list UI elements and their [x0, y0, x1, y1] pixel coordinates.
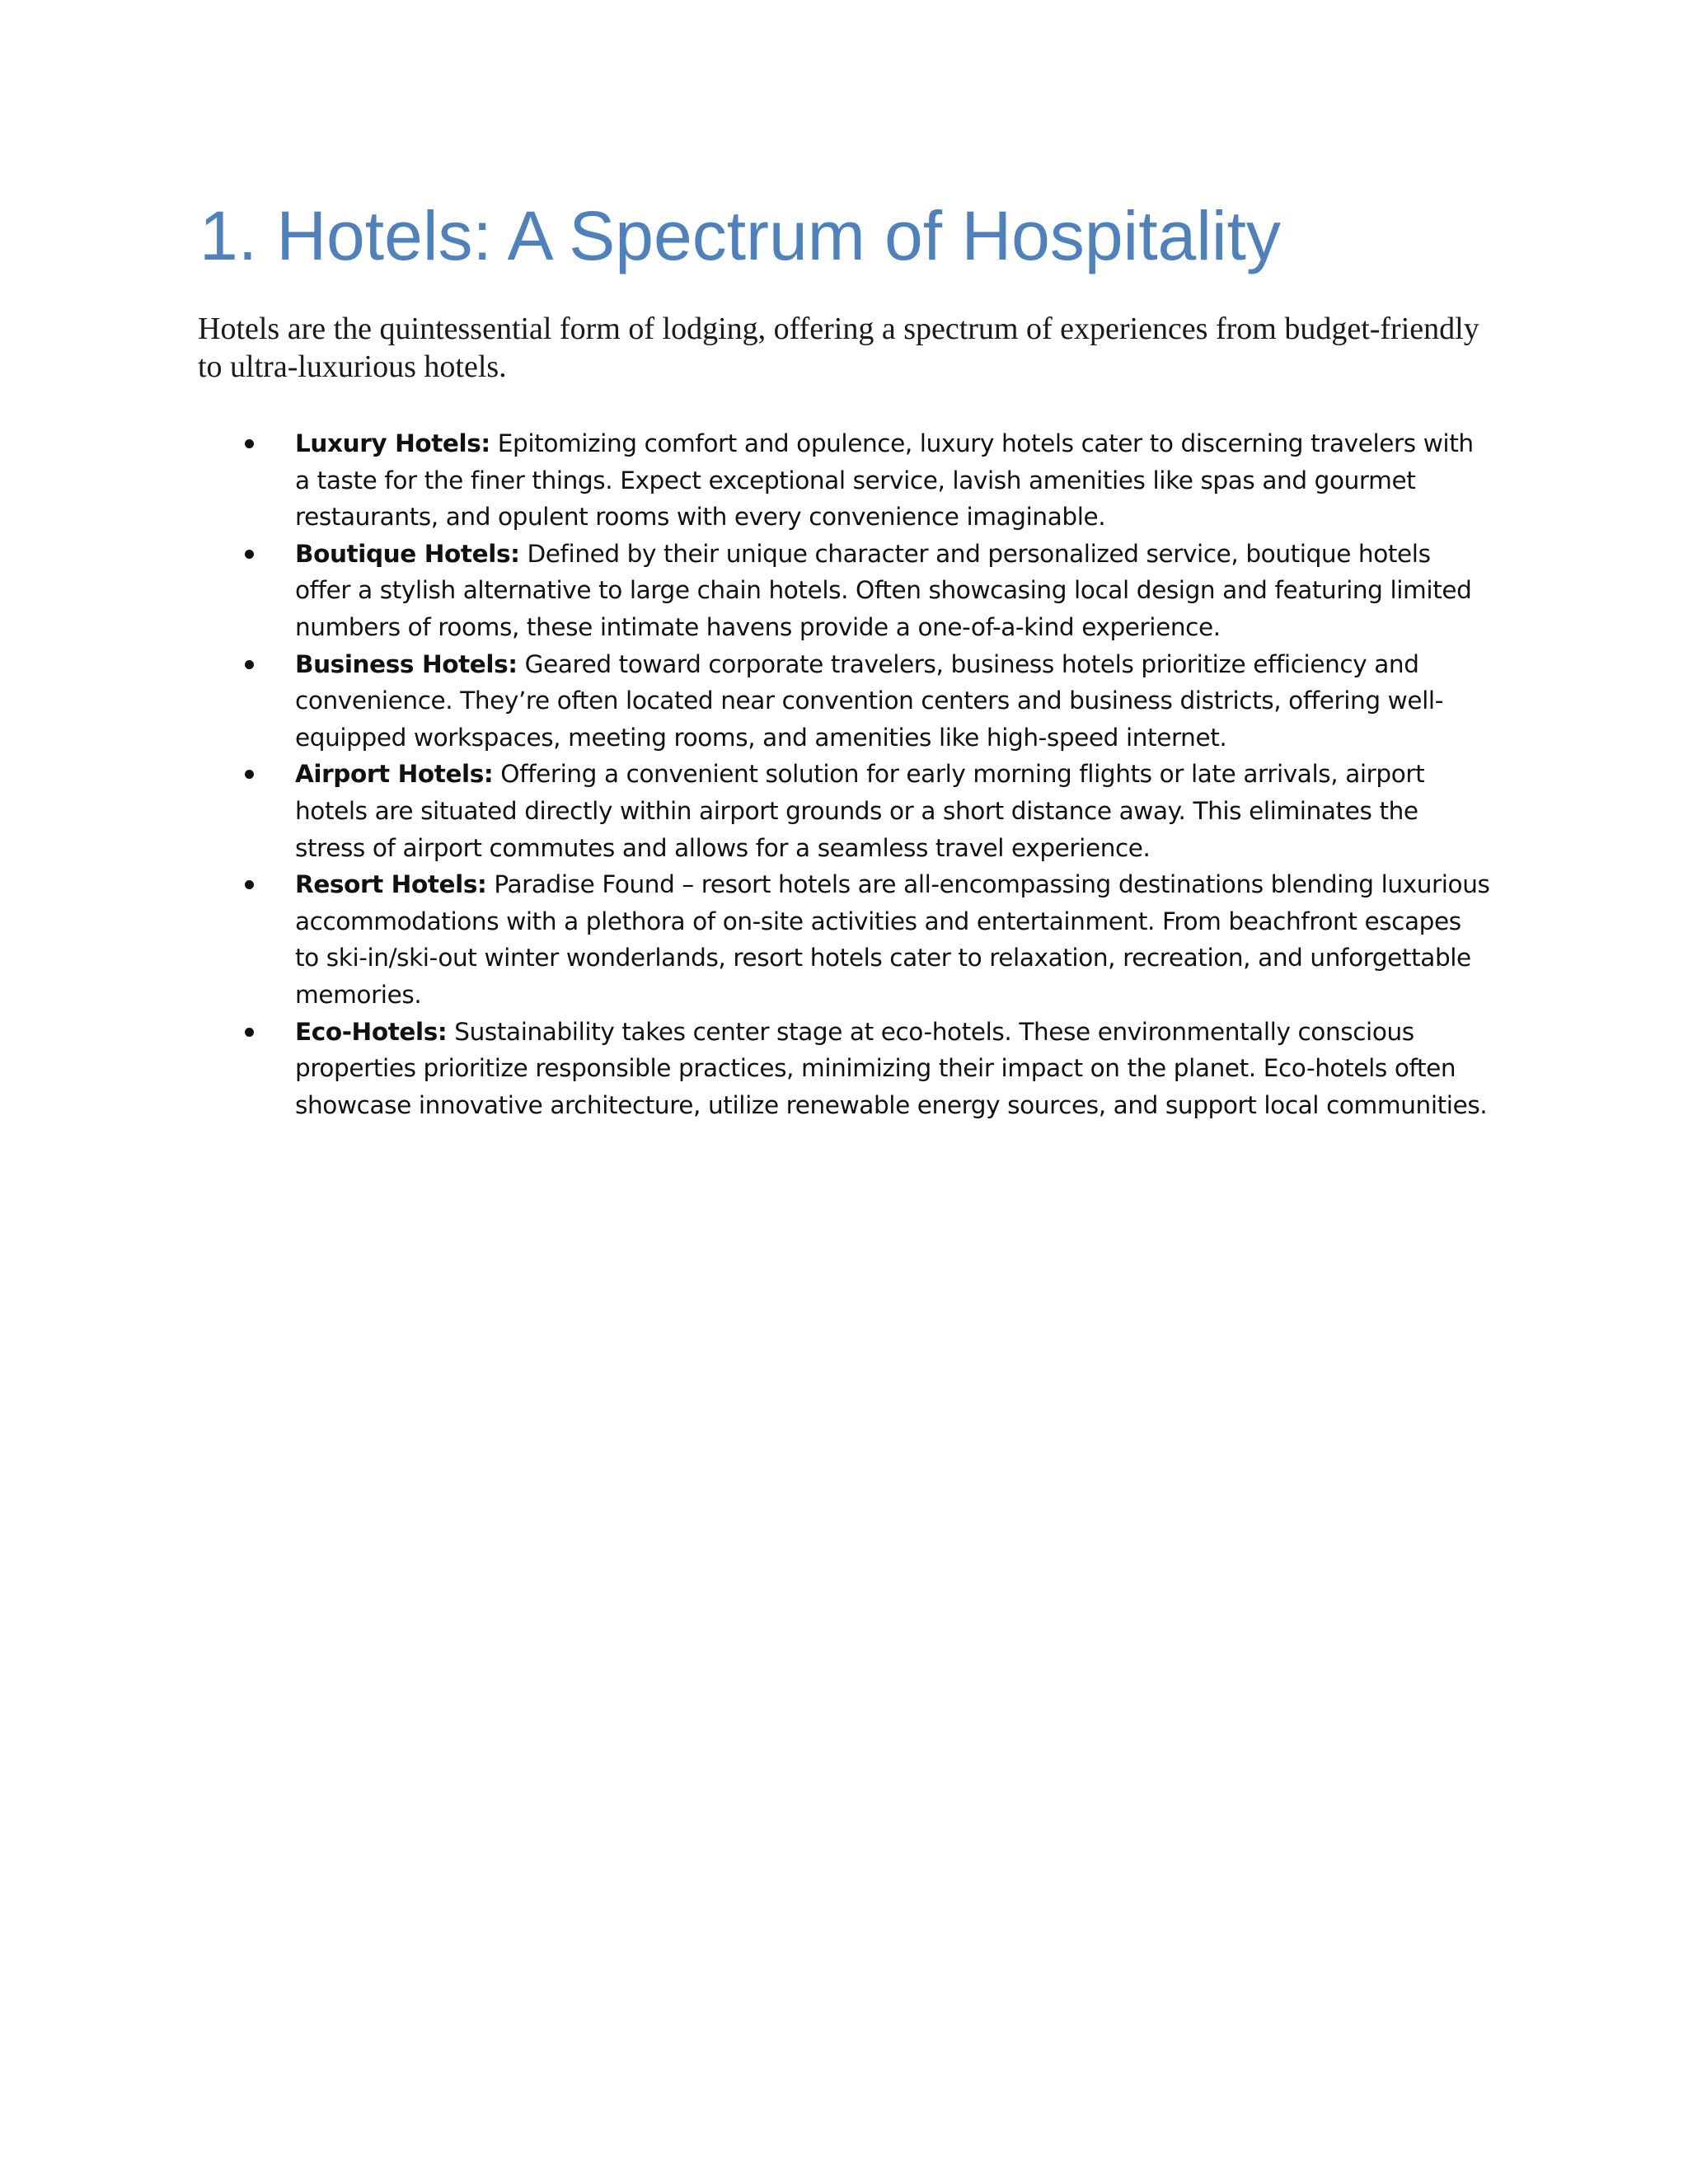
bullet-icon	[245, 770, 254, 779]
list-item-title: Eco-Hotels:	[295, 1017, 448, 1046]
list-item-text: Epitomizing comfort and opulence, luxury hotels cater to discerning travelers with a taste for the finer things. Expect exceptional service, lavish amenities like spas and gourmet restaurants, and opulent rooms with every convenience imaginable.	[295, 429, 1474, 532]
list-item-title: Boutique Hotels:	[295, 539, 520, 568]
hotel-types-list	[295, 425, 1490, 1123]
list-item-text: Geared toward corporate travelers, business hotels prioritize efficiency and convenience. They’re often located near convention centers and business districts, offering well-equipped workspaces, meeting rooms, and amenities like high-speed internet.	[295, 649, 1443, 752]
list-item-luxury-hotels	[295, 425, 1490, 536]
list-item-text: Defined by their unique character and personalized service, boutique hotels offer a stylish alternative to large chain hotels. Often showcasing local design and featuring limited numbers of rooms, these intimate havens provide a one-of-a-kind experience.	[295, 539, 1472, 641]
list-item-title: Resort Hotels:	[295, 870, 487, 899]
list-item-text: Offering a convenient solution for early morning flights or late arrivals, airport hotels are situated directly within airport grounds or a short distance away. This eliminates the stress of airport commutes and allows for a seamless travel experience.	[295, 760, 1425, 862]
page-title: 1. Hotels: A Spectrum of Hospitality	[199, 197, 1281, 274]
list-item-business-hotels	[295, 646, 1490, 757]
list-item-title: Luxury Hotels:	[295, 429, 490, 457]
list-item-resort-hotels	[295, 866, 1490, 1013]
bullet-icon	[245, 1028, 254, 1037]
list-item-boutique-hotels	[295, 536, 1490, 646]
list-item-title: Business Hotels:	[295, 649, 518, 678]
bullet-icon	[245, 439, 254, 448]
list-item-text: Sustainability takes center stage at eco-hotels. These environmentally conscious properties prioritize responsible practices, minimizing their impact on the planet. Eco-hotels often showcase innovative architecture, utilize renewable energy sources, and support local communities.	[295, 1017, 1488, 1119]
bullet-icon	[245, 660, 254, 669]
list-item-airport-hotels	[295, 756, 1490, 866]
list-item-eco-hotels	[295, 1014, 1490, 1124]
list-item-text: Paradise Found – resort hotels are all-encompassing destinations blending luxurious accommodations with a plethora of on-site activities and entertainment. From beachfront escapes to ski-in/ski-out winter wonderlands, resort hotels cater to relaxation, recreation, and unforgettable memories.	[295, 870, 1490, 1009]
list-item-title: Airport Hotels:	[295, 760, 494, 789]
bullet-icon	[245, 880, 254, 889]
bullet-icon	[245, 550, 254, 559]
intro-paragraph: Hotels are the quintessential form of lodging, offering a spectrum of experiences from budget-friendly to ultra-luxurious hotels.	[198, 312, 1479, 384]
